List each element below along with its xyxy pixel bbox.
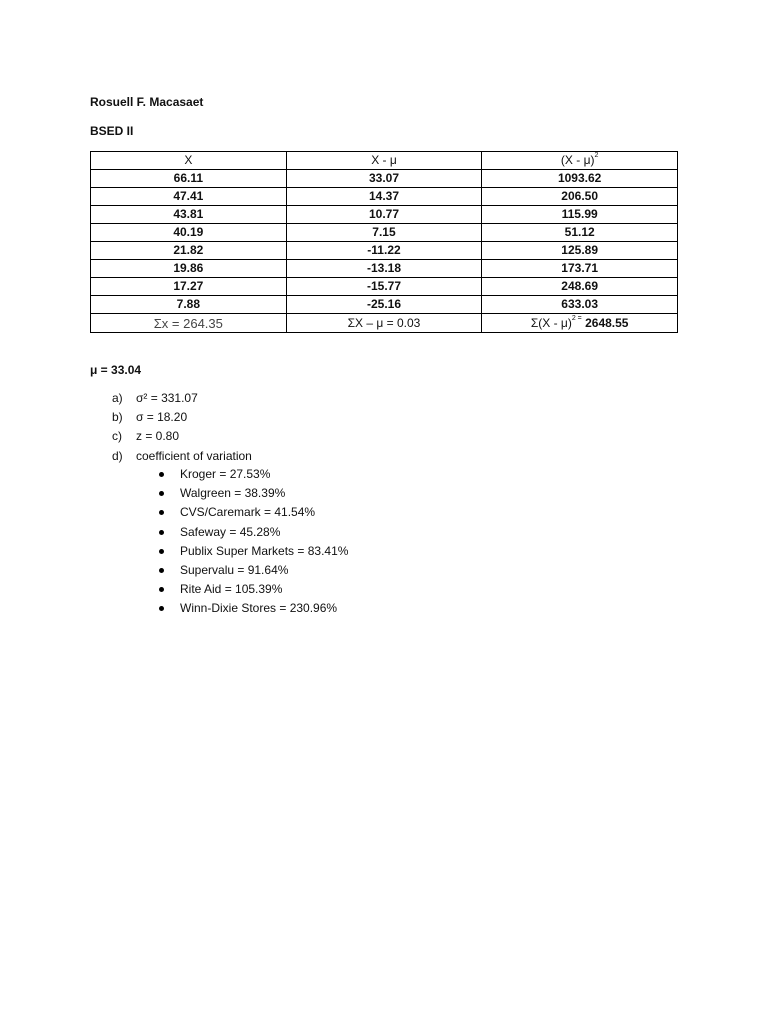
sum-x-cell: Σx = 264.35 bbox=[91, 314, 287, 333]
list-marker: d) bbox=[112, 448, 123, 463]
list-item bbox=[156, 504, 348, 523]
bullet-icon bbox=[159, 587, 164, 592]
bullet-icon bbox=[159, 510, 164, 515]
cell-x: 21.82 bbox=[91, 242, 287, 260]
list-item-text: Supervalu = 91.64% bbox=[180, 562, 289, 577]
list-item-text: Kroger = 27.53% bbox=[180, 467, 271, 481]
list-item-text: Publix Super Markets = 83.41% bbox=[180, 543, 349, 558]
table-row bbox=[91, 242, 678, 260]
cell-deviation: -25.16 bbox=[286, 296, 482, 314]
course-label: BSED II bbox=[90, 124, 134, 138]
cell-deviation: 7.15 bbox=[286, 224, 482, 242]
cell-deviation: -13.18 bbox=[286, 260, 482, 278]
list-item-text: Rite Aid = 105.39% bbox=[180, 582, 283, 597]
list-item bbox=[112, 409, 252, 428]
author-name: Rosuell F. Macasaet bbox=[90, 95, 204, 109]
mean-value: μ = 33.04 bbox=[90, 363, 142, 377]
list-marker: c) bbox=[112, 429, 122, 444]
table-row bbox=[91, 296, 678, 314]
cell-x: 7.88 bbox=[91, 296, 287, 314]
bullet-icon bbox=[159, 606, 164, 611]
cell-squared-deviation: 173.71 bbox=[482, 260, 678, 278]
list-item-text: coefficient of variation bbox=[136, 448, 252, 463]
list-item-text: σ = 18.20 bbox=[136, 410, 188, 425]
cell-x: 17.27 bbox=[91, 278, 287, 296]
list-item-text: z = 0.80 bbox=[136, 429, 180, 444]
list-item-text: σ² = 331.07 bbox=[136, 391, 198, 405]
header-squared-sup: 2 bbox=[594, 152, 599, 159]
cell-deviation: 10.77 bbox=[286, 206, 482, 224]
sum-squared-sup: 2 = bbox=[571, 314, 582, 322]
list-marker: b) bbox=[112, 410, 123, 425]
list-item bbox=[156, 581, 348, 600]
table-row bbox=[91, 206, 678, 224]
cell-x: 19.86 bbox=[91, 260, 287, 278]
sum-squared-cell bbox=[482, 314, 678, 333]
table-row bbox=[91, 224, 678, 242]
header-x: X bbox=[91, 152, 287, 170]
bullet-icon bbox=[159, 530, 164, 535]
list-item bbox=[156, 543, 348, 562]
cell-squared-deviation: 248.69 bbox=[482, 278, 678, 296]
list-item bbox=[156, 562, 348, 581]
sum-squared-prefix: Σ(X - μ) bbox=[530, 315, 572, 330]
list-item bbox=[156, 600, 348, 619]
cell-deviation: -15.77 bbox=[286, 278, 482, 296]
cell-x: 47.41 bbox=[91, 188, 287, 206]
table-header-row bbox=[91, 152, 678, 170]
answers-list bbox=[112, 390, 252, 467]
list-item-text: Walgreen = 38.39% bbox=[180, 486, 286, 501]
header-squared-text: (X - μ) bbox=[560, 153, 595, 167]
cell-squared-deviation: 1093.62 bbox=[482, 170, 678, 188]
coefficient-list bbox=[156, 466, 348, 620]
cell-x: 66.11 bbox=[91, 170, 287, 188]
bullet-icon bbox=[159, 472, 164, 477]
list-item bbox=[112, 428, 252, 447]
list-item bbox=[156, 524, 348, 543]
list-item-text: CVS/Caremark = 41.54% bbox=[180, 505, 316, 520]
cell-deviation: -11.22 bbox=[286, 242, 482, 260]
list-item bbox=[112, 448, 252, 467]
list-item bbox=[156, 485, 348, 504]
cell-deviation: 14.37 bbox=[286, 188, 482, 206]
table-body bbox=[91, 170, 678, 314]
totals-row bbox=[91, 314, 678, 333]
bullet-icon bbox=[159, 491, 164, 496]
list-marker: a) bbox=[112, 391, 123, 405]
cell-squared-deviation: 633.03 bbox=[482, 296, 678, 314]
data-table bbox=[90, 151, 678, 333]
cell-squared-deviation: 115.99 bbox=[482, 206, 678, 224]
cell-x: 40.19 bbox=[91, 224, 287, 242]
list-item bbox=[156, 466, 348, 485]
bullet-icon bbox=[159, 568, 164, 573]
header-squared-deviation bbox=[482, 152, 678, 170]
cell-x: 43.81 bbox=[91, 206, 287, 224]
table-row bbox=[91, 188, 678, 206]
list-item-text: Winn-Dixie Stores = 230.96% bbox=[180, 601, 338, 616]
cell-squared-deviation: 206.50 bbox=[482, 188, 678, 206]
table-row bbox=[91, 260, 678, 278]
list-item-text: Safeway = 45.28% bbox=[180, 524, 281, 539]
cell-deviation: 33.07 bbox=[286, 170, 482, 188]
sum-squared-value: 2648.55 bbox=[581, 315, 629, 330]
header-deviation: X - μ bbox=[286, 152, 482, 170]
table-row bbox=[91, 278, 678, 296]
sum-deviation-cell: ΣX – μ = 0.03 bbox=[286, 314, 482, 333]
cell-squared-deviation: 125.89 bbox=[482, 242, 678, 260]
list-item bbox=[112, 390, 252, 409]
bullet-icon bbox=[159, 549, 164, 554]
table-row bbox=[91, 170, 678, 188]
cell-squared-deviation: 51.12 bbox=[482, 224, 678, 242]
